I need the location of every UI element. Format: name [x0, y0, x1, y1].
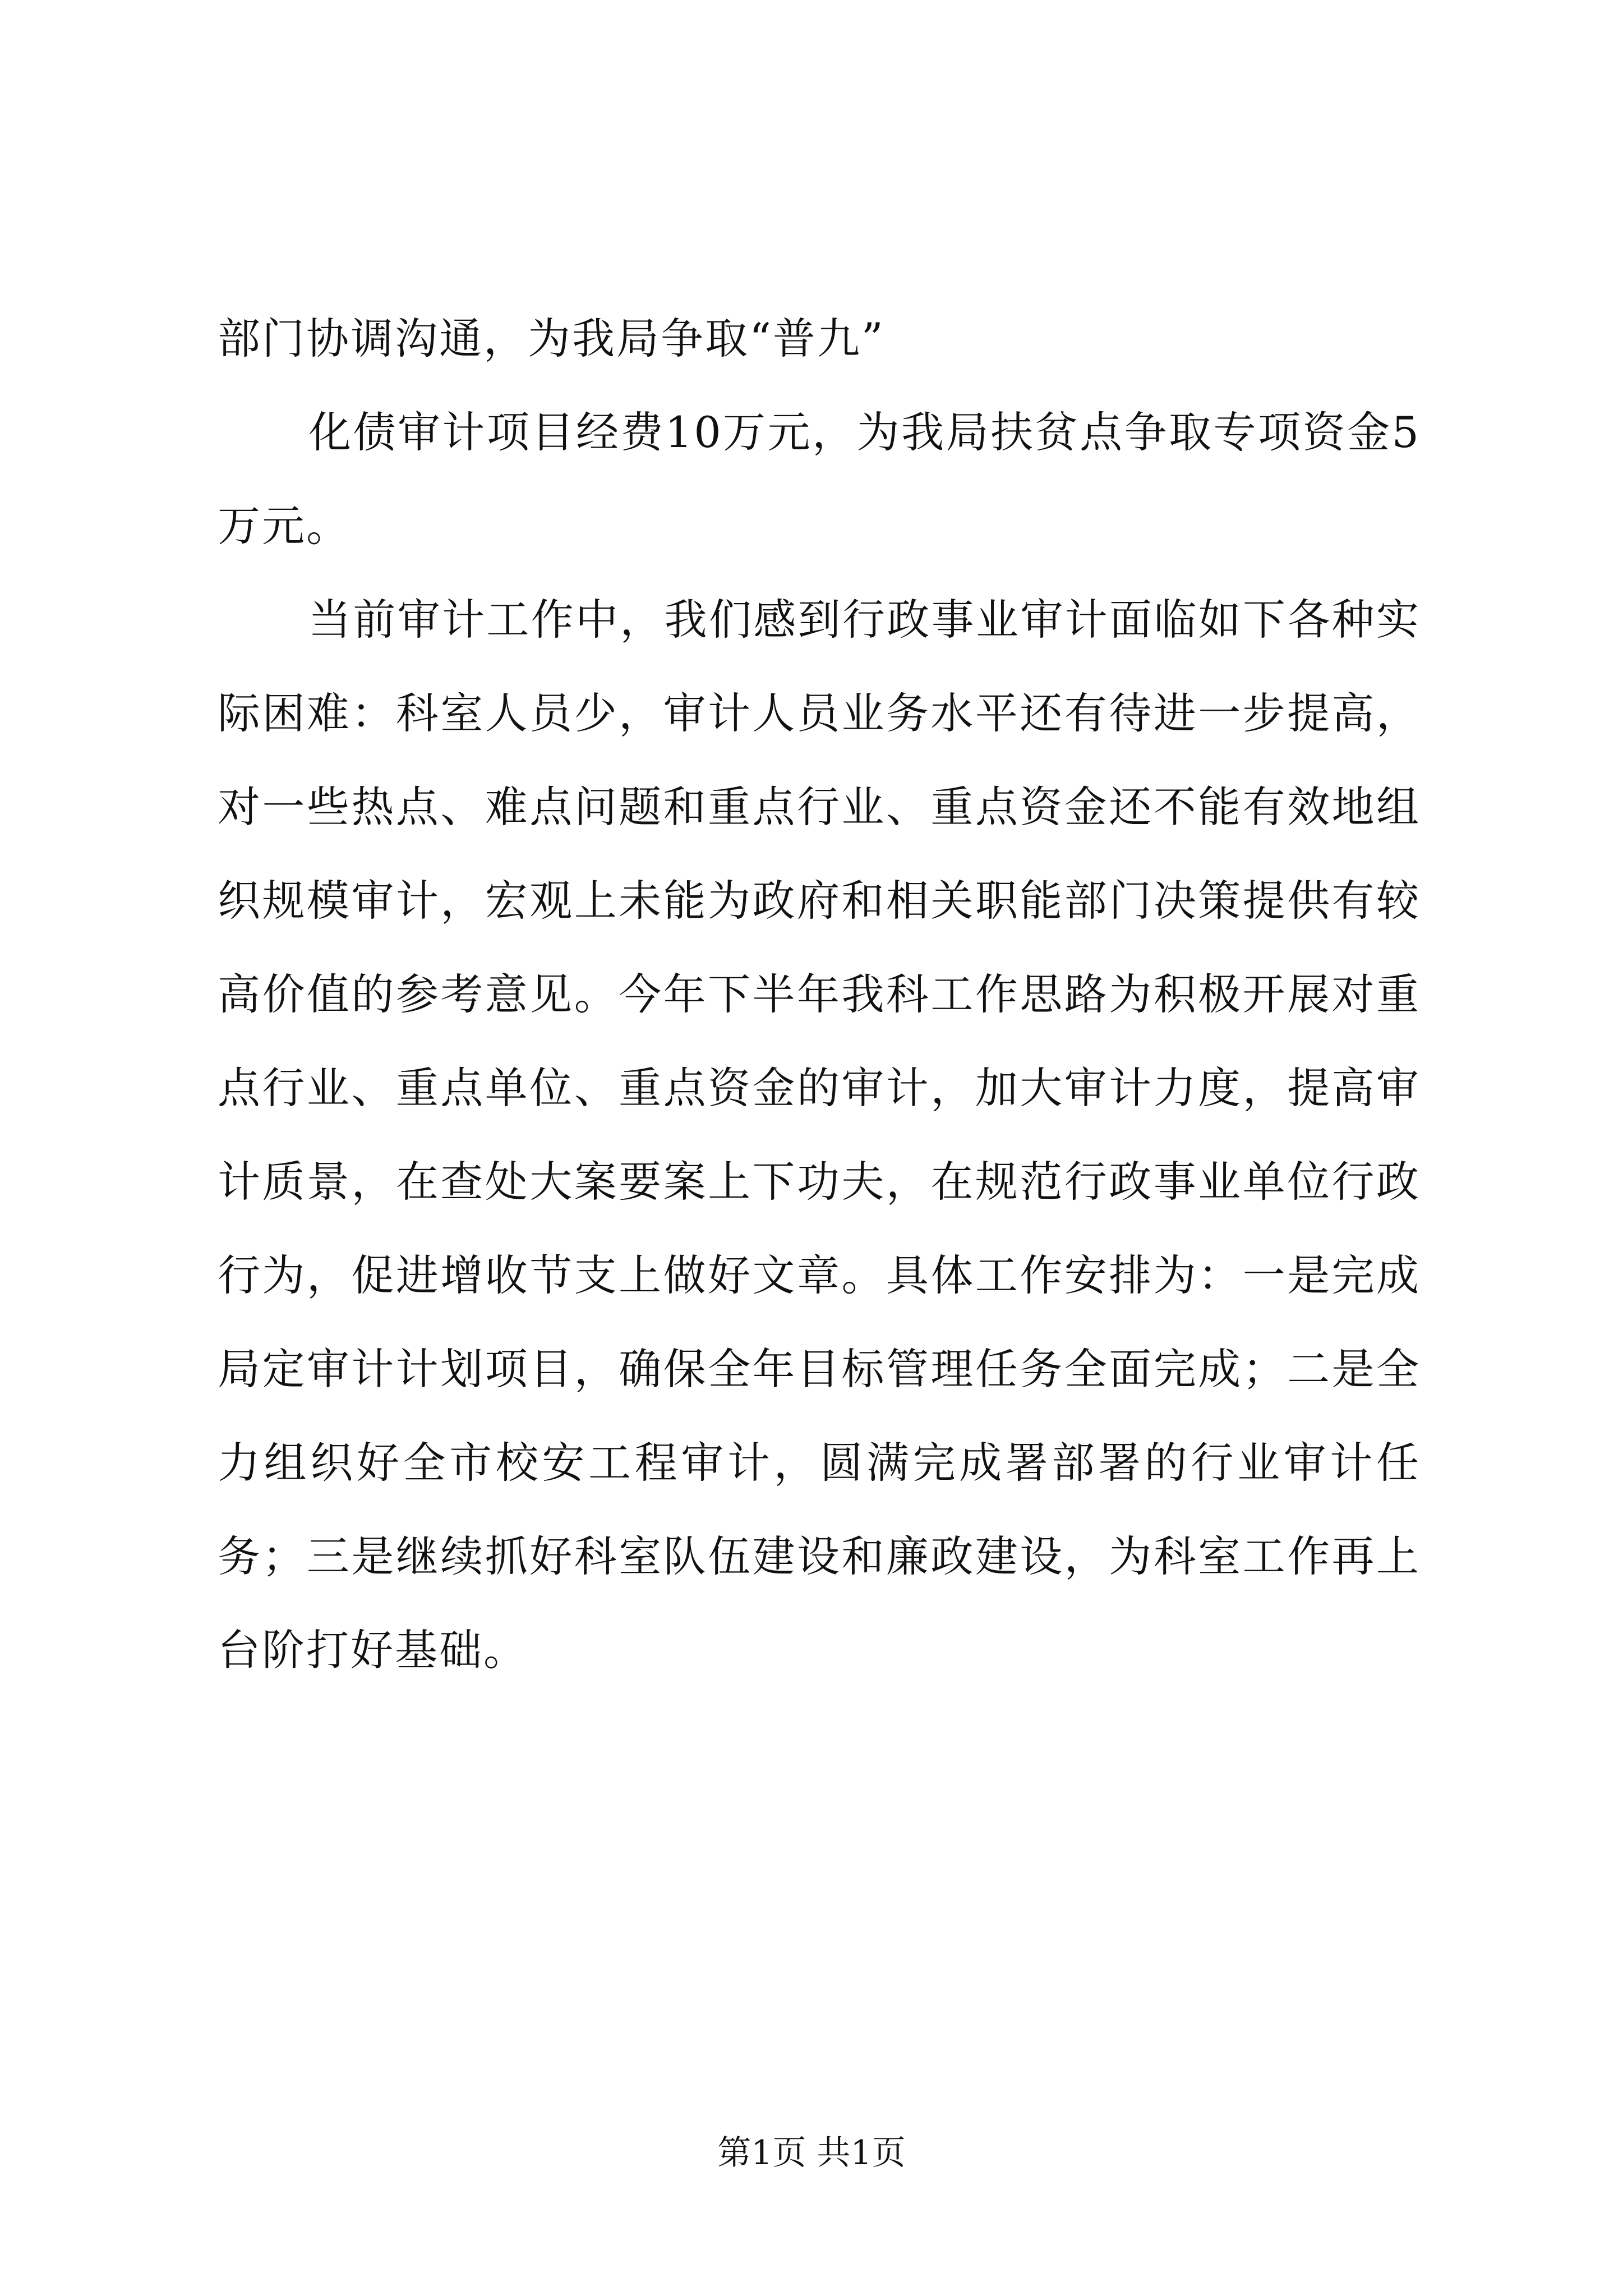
paragraph-1: 部门协调沟通，为我局争取“普九”	[218, 314, 885, 364]
paragraph-3: 当前审计工作中，我们感到行政事业审计面临如下各种实际困难：科室人员少，审计人员业务水平还有待进一步提高，对一些热点、难点问题和重点行业、重点资金还不能有效地组织规模审计，宏观上未能为政府和相关职能部门决策提供有较高价值的参考意见。今年下半年我科工作思路为积极开展对重点行业、重点单位、重点资金的审计，加大审计力度，提高审计质景，在查处大案要案上下功夫，在规范行政事业单位行政行为，促进增收节支上做好文章。具体工作安排为：一是完成局定审计计划项目，确保全年目标管理任务全面完成；二是全力组织好全市校安工程审计，圆满完成署部署的行业审计任务；三是继续抓好科室队伍建设和廉政建设，为科室工作再上台阶打好基础。	[218, 595, 1421, 1675]
page-number-label: 第1页 共1页	[717, 2133, 906, 2173]
document-body	[218, 292, 1421, 1697]
paragraph-2: 化债审计项目经费10万元，为我局扶贫点争取专项资金5万元。	[218, 407, 1421, 551]
page-footer	[0, 2131, 1623, 2175]
